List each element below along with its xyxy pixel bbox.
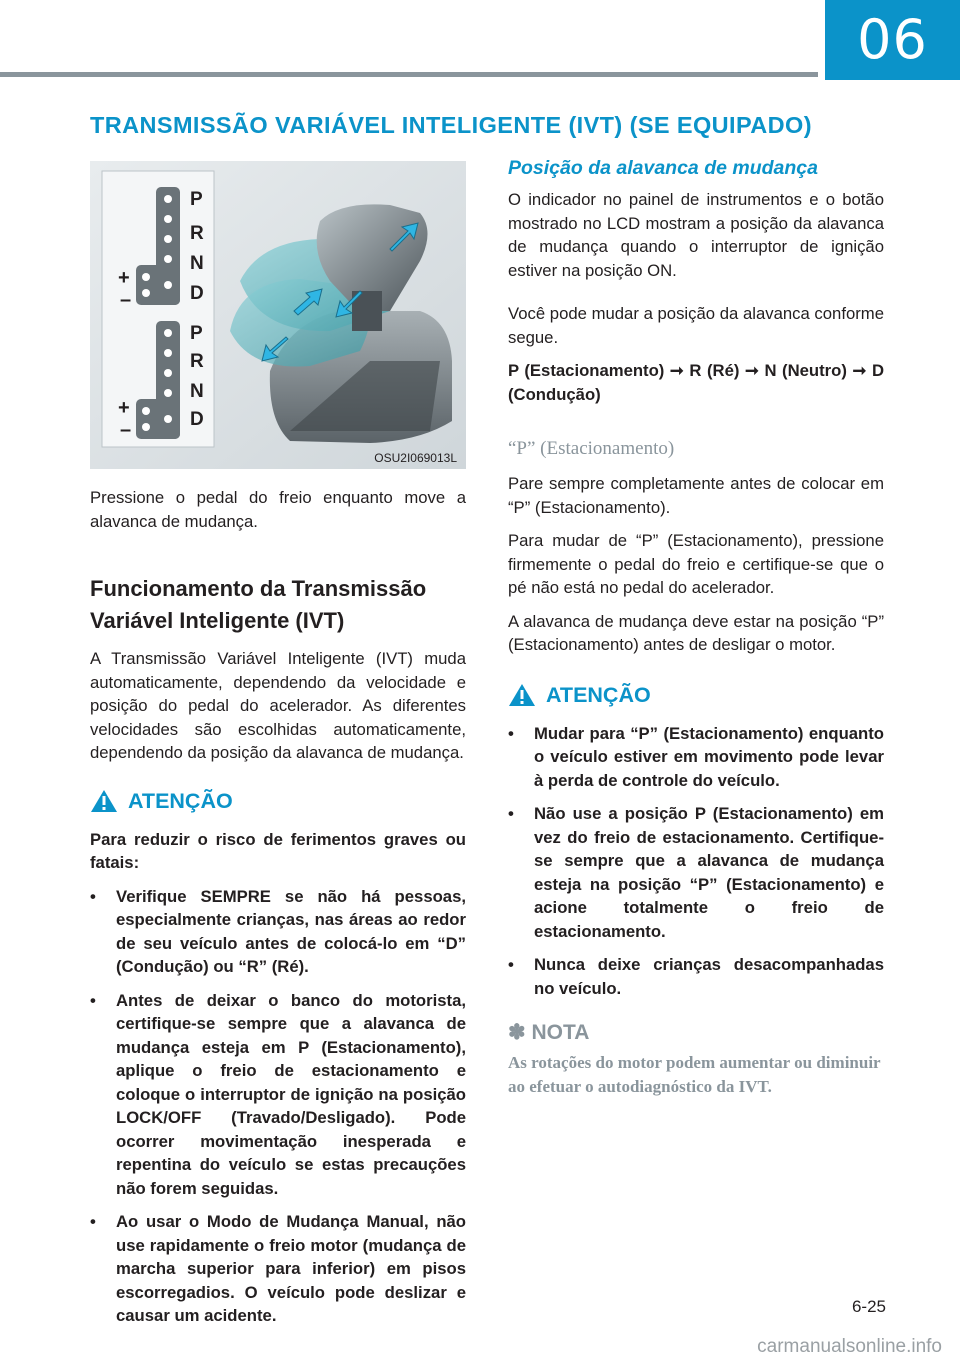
note-heading	[508, 1020, 884, 1045]
gate-label-p-lower: P	[190, 323, 203, 344]
warning-heading-right	[508, 683, 884, 708]
warning-item: • Antes de deixar o banco do motorista, certifique-se sempre que a alavanca de mudança esteja em P (Estacionamento), aplique o freio de estacionamento e coloque o interruptor de ignição na posição LOCK/OFF (Travado/Desligado). Pode ocorrer movimentação inesperada e repentina do veículo se estas precauções não forem seguidas.	[90, 990, 466, 1198]
park-text-1: Pare sempre completamente antes de colocar em “P” (Estacionamento).	[508, 474, 884, 517]
warning-triangle-icon	[508, 683, 536, 707]
figure-caption: Pressione o pedal do freio enquanto move a alavanca de mudança.	[90, 488, 466, 531]
page-number: 6-25	[851, 1297, 886, 1316]
park-subheading: “P” (Estacionamento)	[508, 438, 675, 459]
left-column	[90, 486, 466, 1338]
warning-item: • Nunca deixe crianças desacompanhadas no veículo.	[508, 955, 884, 998]
warning-list-left	[90, 885, 466, 1328]
warning-title-right: ATENÇÃO	[546, 682, 651, 707]
minus-label-lower: –	[120, 419, 132, 441]
gate-label-r-lower: R	[190, 351, 204, 372]
park-text-2: Para mudar de “P” (Estacionamento), pressione firmemente o pedal do freio e certifique-se que o pé não está no pedal do acelerador.	[508, 531, 884, 597]
bullet-icon: •	[508, 955, 514, 974]
gate-label-r-upper: R	[190, 223, 204, 244]
note-text: As rotações do motor podem aumentar ou diminuir ao efetuar o autodiagnóstico da IVT.	[508, 1053, 881, 1096]
bullet-icon: •	[508, 723, 514, 743]
gear-sequence: P (Estacionamento) ➞ R (Ré) ➞ N (Neutro) ➞ D (Condução)	[508, 361, 884, 404]
ivt-operation-heading: Funcionamento da Transmissão Variável Inteligente (IVT)	[90, 576, 427, 633]
note-star-icon: ✽	[508, 1021, 526, 1044]
figure-code: OSU2I069013L	[374, 451, 457, 465]
watermark: carmanualsonline.info	[757, 1336, 942, 1357]
lever-position-text: O indicador no painel de instrumentos e o botão mostrado no LCD mostram a posição da alavanca de mudança quando o interruptor de ignição estiver na posição ON.	[508, 190, 884, 280]
bullet-icon: •	[508, 804, 514, 823]
shift-lever-figure	[90, 161, 466, 469]
ivt-operation-text: A Transmissão Variável Inteligente (IVT) muda automaticamente, dependendo da velocidade e posição do pedal do acelerador. As diferentes velocidades são escolhidas automaticamente, dependendo da posição da alavanca de mudança.	[90, 649, 466, 762]
warning-item: • Mudar para “P” (Estacionamento) enquanto o veículo estiver em movimento pode levar à perda de controle do veículo.	[508, 723, 884, 790]
minus-label-upper: –	[120, 289, 132, 311]
bullet-icon: •	[90, 990, 96, 1010]
warning-list-right	[508, 722, 884, 1001]
lever-position-heading: Posição da alavanca de mudança	[508, 157, 818, 179]
warning-lead-left: Para reduzir o risco de ferimentos graves ou fatais:	[90, 829, 466, 872]
header-rule	[0, 72, 818, 77]
warning-item: • Ao usar o Modo de Mudança Manual, não use rapidamente o freio motor (mudança de marcha superior para inferior) em pisos escorregadios. O veículo pode deslizar e causar um acidente.	[90, 1212, 466, 1325]
note-title: NOTA	[531, 1021, 590, 1044]
gate-label-p-upper: P	[190, 189, 203, 210]
chapter-number: 06	[857, 8, 928, 71]
warning-item: • Não use a posição P (Estacionamento) em vez do freio de estacionamento. Certifique-se sempre que a alavanca de mudança esteja na posição “P” (Estacionamento) e acione totalmente o freio de estacionamento.	[508, 804, 884, 941]
bullet-icon: •	[90, 886, 96, 906]
warning-item: • Verifique SEMPRE se não há pessoas, especialmente crianças, nas áreas ao redor de seu veículo antes de colocá-lo em “D” (Condução) ou “R” (Ré).	[90, 886, 466, 976]
bullet-icon: •	[90, 1212, 96, 1231]
plus-label-upper: +	[118, 267, 130, 289]
gate-label-d-upper: D	[190, 283, 204, 304]
warning-heading-left	[90, 789, 466, 814]
warning-title-left: ATENÇÃO	[128, 788, 233, 813]
gate-label-n-lower: N	[190, 381, 204, 402]
gate-label-d-lower: D	[190, 409, 204, 430]
gate-label-n-upper: N	[190, 253, 204, 274]
section-title: TRANSMISSÃO VARIÁVEL INTELIGENTE (IVT) (SE EQUIPADO)	[90, 112, 812, 138]
plus-label-lower: +	[118, 397, 130, 419]
right-column	[508, 157, 884, 1098]
park-text-3: A alavanca de mudança deve estar na posição “P” (Estacionamento) antes de desligar o motor.	[508, 611, 884, 654]
shift-lever-illustration	[90, 161, 466, 469]
warning-triangle-icon	[90, 789, 118, 813]
lever-change-text: Você pode mudar a posição da alavanca conforme segue.	[508, 304, 884, 347]
